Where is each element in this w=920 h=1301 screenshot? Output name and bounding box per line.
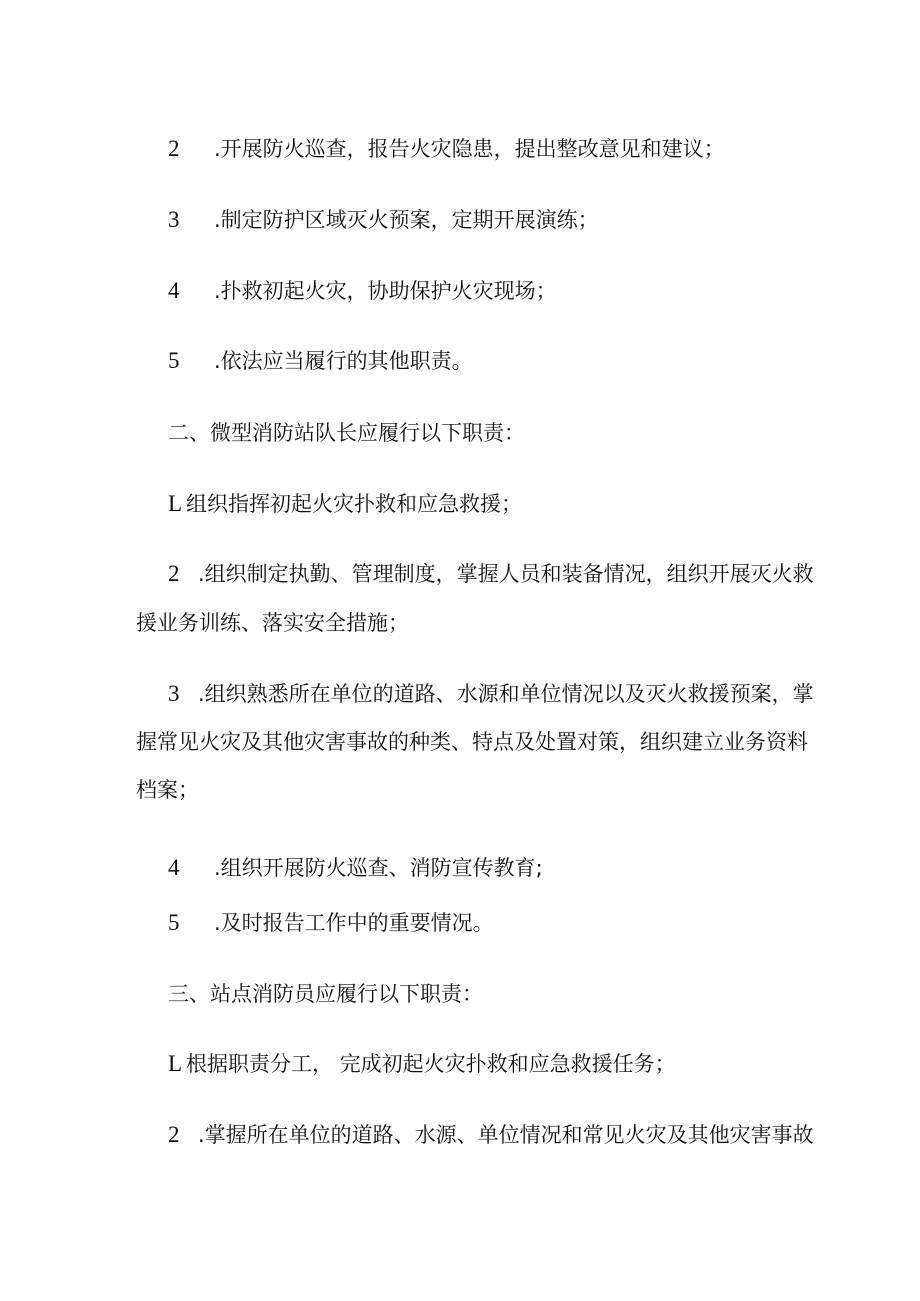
item-number: 2	[168, 1122, 180, 1147]
list-item	[168, 489, 522, 519]
item-number: 5	[168, 910, 180, 935]
item-text: .制定防护区域灭火预案，定期开展演练；	[214, 208, 599, 232]
item-text: .开展防火巡查，报告火灾隐患，提出整改意见和建议；	[214, 137, 725, 161]
list-item	[168, 679, 814, 709]
continuation-text: 档案；	[136, 778, 199, 802]
item-text: .扑救初起火灾，协助保护火灾现场；	[214, 279, 557, 303]
paragraph-continuation	[136, 775, 199, 805]
list-item	[168, 346, 473, 376]
list-item	[168, 276, 557, 306]
section-heading	[168, 979, 483, 1009]
item-text: 根据职责分工， 完成初起火灾扑救和应急救援任务；	[186, 1052, 676, 1076]
item-text: .组织开展防火巡查、消防宣传教育;	[214, 856, 543, 880]
item-number: 4	[168, 278, 180, 303]
list-item	[168, 853, 543, 883]
list-item	[168, 1120, 814, 1150]
item-text: 组织指挥初起火灾扑救和应急救援；	[186, 492, 522, 516]
item-number: 2	[168, 561, 180, 586]
continuation-text: 援业务训练、落实安全措施；	[136, 611, 409, 635]
list-item	[168, 205, 599, 235]
item-number: 2	[168, 136, 180, 161]
item-number: L	[168, 1051, 183, 1076]
list-item	[168, 1049, 676, 1079]
paragraph-continuation	[136, 608, 409, 638]
paragraph-continuation	[136, 727, 808, 757]
item-text: .及时报告工作中的重要情况。	[214, 911, 494, 935]
item-number: 3	[168, 681, 180, 706]
section-heading-text: 三、站点消防员应履行以下职责：	[168, 982, 483, 1006]
continuation-text: 握常见火灾及其他灾害事故的种类、特点及处置对策，组织建立业务资料	[136, 730, 808, 754]
section-heading-text: 二、微型消防站队长应履行以下职责：	[168, 421, 525, 445]
item-number: 3	[168, 207, 180, 232]
item-text: .组织熟悉所在单位的道路、水源和单位情况以及灭火救援预案，掌	[198, 682, 814, 706]
item-text: .组织制定执勤、管理制度，掌握人员和装备情况，组织开展灭火救	[198, 562, 814, 586]
list-item	[168, 559, 814, 589]
item-number: 5	[168, 348, 180, 373]
item-text: .掌握所在单位的道路、水源、单位情况和常见火灾及其他灾害事故	[198, 1123, 814, 1147]
item-text: .依法应当履行的其他职责。	[214, 349, 473, 373]
list-item	[168, 908, 494, 938]
section-heading	[168, 418, 525, 448]
list-item	[168, 134, 725, 164]
item-number: 4	[168, 855, 180, 880]
item-number: L	[168, 491, 183, 516]
